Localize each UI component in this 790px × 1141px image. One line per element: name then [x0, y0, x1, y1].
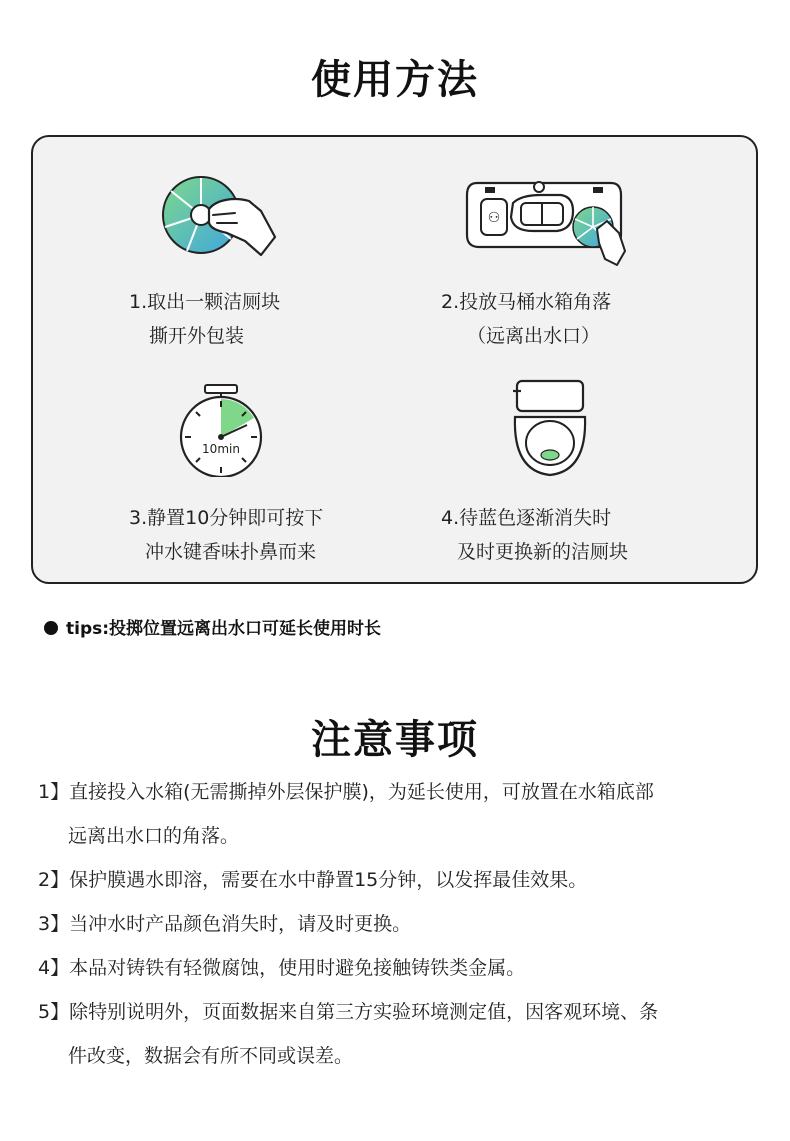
step-4-text: 4.待蓝色逐渐消失时 及时更换新的洁厕块 [441, 507, 629, 563]
hand-tablet-icon [157, 175, 283, 265]
step-2-text: 2.投放马桶水箱角落 （远离出水口） [441, 291, 612, 347]
svg-text:⚇: ⚇ [487, 210, 501, 226]
stopwatch-icon [175, 381, 267, 477]
timer-label: 10min [202, 442, 240, 456]
bullet-dot-icon [44, 621, 58, 635]
usage-card [31, 135, 758, 584]
notes-title: 注意事项 [311, 717, 479, 763]
note-item-4: 4】本品对铸铁有轻微腐蚀，使用时避免接触铸铁类金属。 [38, 957, 526, 979]
toilet-icon [509, 377, 591, 481]
note-item-3: 3】当冲水时产品颜色消失时，请及时更换。 [38, 913, 412, 935]
note-item-5: 5】除特别说明外，页面数据来自第三方实验环境测定值，因客观环境、条 件改变，数据会有所不同或误差。 [38, 1001, 659, 1067]
notes-list [38, 770, 768, 1078]
note-item-2: 2】保护膜遇水即溶，需要在水中静置15分钟，以发挥最佳效果。 [38, 869, 588, 891]
tips-line: tips:投掷位置远离出水口可延长使用时长 [44, 614, 381, 639]
note-item-1: 1】直接投入水箱(无需撕掉外层保护膜)，为延长使用，可放置在水箱底部 远离出水口的角落。 [38, 781, 654, 847]
tank-tablet-icon [461, 173, 627, 271]
step-1-text: 1.取出一颗洁厕块 撕开外包装 [129, 291, 281, 347]
step-3-text: 3.静置10分钟即可按下 冲水键香味扑鼻而来 [129, 507, 324, 563]
usage-title: 使用方法 [311, 57, 479, 103]
